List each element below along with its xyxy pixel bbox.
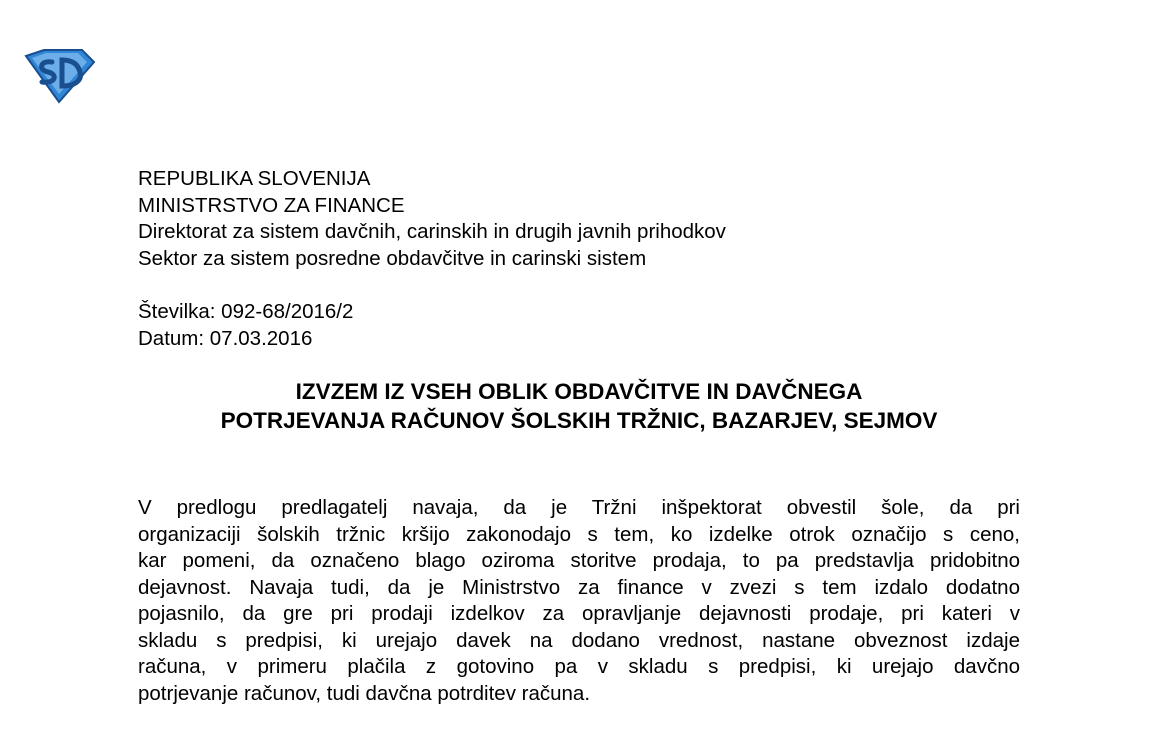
sender-header <box>138 166 726 272</box>
ministry-logo <box>22 48 96 104</box>
title-line-1: IZVZEM IZ VSEH OBLIK OBDAVČITVE IN DAVČNEGA <box>295 379 863 404</box>
paragraph-line: organizaciji šolskih tržnic kršijo zakonodajo s tem, ko izdelke otrok označijo s ceno, <box>138 522 1020 546</box>
sd-shield-logo-icon <box>22 48 96 104</box>
document-number: Številka: 092-68/2016/2 <box>138 300 354 323</box>
paragraph-line: kar pomeni, da označeno blago oziroma storitve prodaja, to pa predstavlja pridobitno <box>138 549 1020 572</box>
paragraph-line: dejavnost. Navaja tudi, da je Ministrstvo za finance v zvezi s tem izdalo dodatno <box>138 575 1020 599</box>
header-line-sector: Sektor za sistem posredne obdavčitve in carinski sistem <box>138 246 647 270</box>
body-paragraph <box>138 495 1020 707</box>
paragraph-line: potrjevanje računov, tudi davčna potrditev računa. <box>138 681 591 705</box>
header-line-republic: REPUBLIKA SLOVENIJA <box>138 167 371 190</box>
paragraph-line: računa, v primeru plačila z gotovino pa v skladu s predpisi, ki urejajo davčno <box>138 655 1020 678</box>
header-line-directorate: Direktorat za sistem davčnih, carinskih in drugih javnih prihodkov <box>138 220 726 243</box>
paragraph-line: skladu s predpisi, ki urejajo davek na dodano vrednost, nastane obveznost izdaje <box>138 628 1020 652</box>
document-title <box>138 378 1020 435</box>
document-reference <box>138 299 353 352</box>
paragraph-line: pojasnilo, da gre pri prodaji izdelkov za opravljanje dejavnosti prodaje, pri kateri v <box>138 602 1020 625</box>
paragraph-line: V predlogu predlagatelj navaja, da je Tržni inšpektorat obvestil šole, da pri <box>138 496 1020 519</box>
title-line-2: POTRJEVANJA RAČUNOV ŠOLSKIH TRŽNIC, BAZARJEV, SEJMOV <box>220 407 938 433</box>
document-date: Datum: 07.03.2016 <box>138 326 313 350</box>
header-line-ministry: MINISTRSTVO ZA FINANCE <box>138 193 405 217</box>
